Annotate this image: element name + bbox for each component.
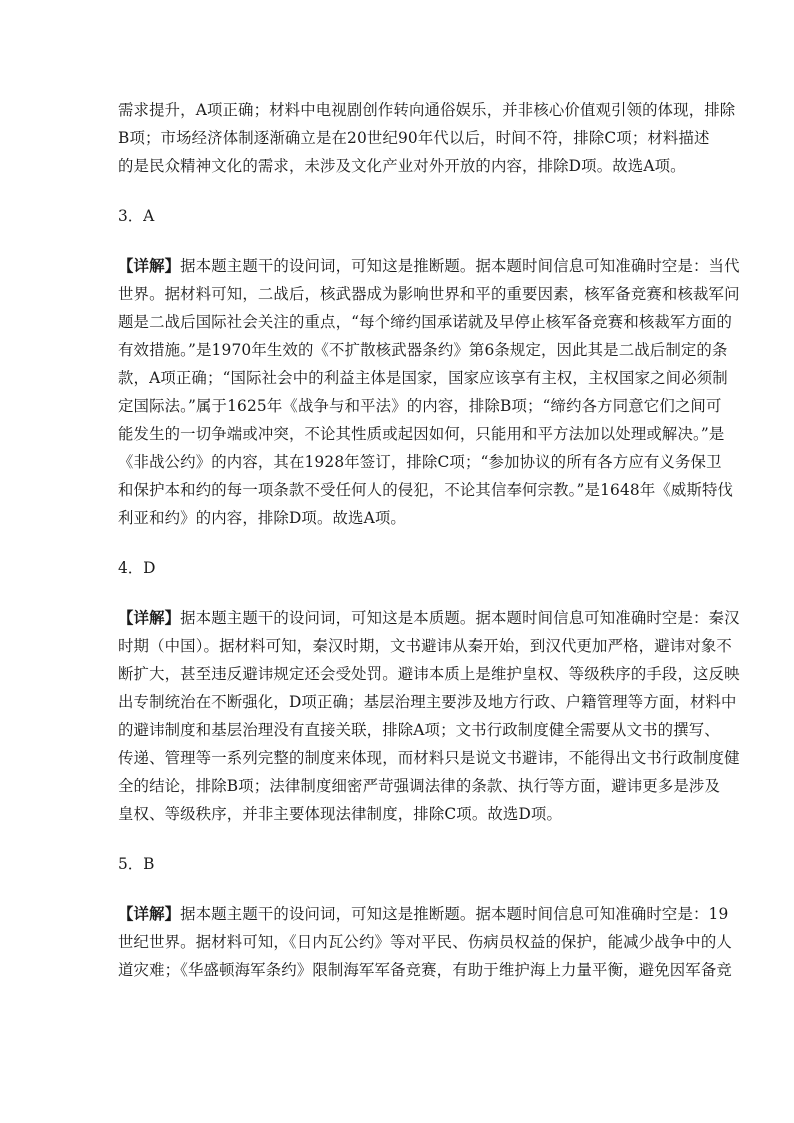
question-answer-number: 3．A: [118, 207, 155, 225]
continued-paragraph: [118, 96, 736, 180]
paragraph-first-line: [118, 900, 729, 928]
paragraph-line: 有效措施。”是1970年生效的《不扩散核武器条约》第6条规定，因此其是二战后制定的条: [118, 341, 728, 359]
question-answer-number: 5．B: [118, 855, 155, 873]
paragraph-line: 《非战公约》的内容，其在1928年签订，排除C项；“参加协议的所有各方应有义务保卫: [118, 453, 722, 471]
paragraph-line: 的避讳制度和基层治理没有直接关联，排除A项；文书行政制度健全需要从文书的撰写、: [118, 721, 720, 739]
paragraph-gap: [118, 828, 678, 850]
paragraph-line-text: 据本题主题干的设问词，可知这是推断题。据本题时间信息可知准确时空是：19: [180, 905, 729, 923]
paragraph-line: 断扩大，甚至违反避讳规定还会受处罚。避讳本质上是维护皇权、等级秩序的手段，这反映: [118, 665, 740, 683]
explanation-paragraph: [118, 252, 740, 532]
paragraph-gap: [118, 180, 678, 202]
paragraph-line: 需求提升，A项正确；材料中电视剧创作转向通俗娱乐，并非核心价值观引领的体现，排除: [118, 101, 736, 119]
paragraph-gap: [118, 532, 678, 554]
explanation-paragraph: [118, 604, 740, 828]
paragraph-gap: [118, 878, 678, 900]
paragraph-line: 和保护本和约的每一项条款不受任何人的侵犯，不论其信奉何宗教。”是1648年《威斯特伐: [118, 481, 734, 499]
paragraph-line: 利亚和约》的内容，排除D项。故选A项。: [118, 509, 406, 527]
explanation-paragraph: [118, 900, 732, 984]
paragraph-line: 能发生的一切争端或冲突，不论其性质或起因如何，只能用和平方法加以处理或解决。”是: [118, 425, 725, 443]
paragraph-line: 题是二战后国际社会关注的重点，“每个缔约国承诺就及早停止核军备竞赛和核裁军方面的: [118, 313, 733, 331]
paragraph-gap: [118, 230, 678, 252]
paragraph-first-line: [118, 252, 740, 280]
paragraph-line: 时期（中国）。据材料可知，秦汉时期，文书避讳从秦开始，到汉代更加严格，避讳对象不: [118, 637, 732, 655]
detail-tag: 【详解】: [118, 257, 181, 275]
paragraph-line: 皇权、等级秩序，并非主要体现法律制度，排除C项。故选D项。: [118, 805, 563, 823]
paragraph-line-text: 据本题主题干的设问词，可知这是推断题。据本题时间信息可知准确时空是：当代: [180, 257, 740, 275]
paragraph-line-text: 据本题主题干的设问词，可知这是本质题。据本题时间信息可知准确时空是：秦汉: [180, 609, 740, 627]
paragraph-line: 全的结论，排除B项；法律制度细密严苛强调法律的条款、执行等方面，避讳更多是涉及: [118, 777, 721, 795]
paragraph-line: 的是民众精神文化的需求，未涉及文化产业对外开放的内容，排除D项。故选A项。: [118, 157, 686, 175]
answer-explanations: [118, 96, 740, 984]
detail-tag: 【详解】: [118, 609, 181, 627]
paragraph-line: 传递、管理等一系列完整的制度来体现，而材料只是说文书避讳，不能得出文书行政制度健: [118, 749, 740, 767]
paragraph-line: 出专制统治在不断强化，D项正确；基层治理主要涉及地方行政、户籍管理等方面，材料中: [118, 693, 737, 711]
detail-tag: 【详解】: [118, 905, 181, 923]
paragraph-line: 道灾难；《华盛顿海军条约》限制海军军备竞赛，有助于维护海上力量平衡，避免因军备竞: [118, 961, 732, 979]
question-answer-number: 4．D: [118, 559, 156, 577]
paragraph-gap: [118, 582, 678, 604]
paragraph-line: 款，A项正确；“国际社会中的利益主体是国家，国家应该享有主权，主权国家之间必须制: [118, 369, 728, 387]
paragraph-line: 世纪世界。据材料可知，《日内瓦公约》等对平民、伤病员权益的保护，能减少战争中的人: [118, 933, 732, 951]
paragraph-first-line: [118, 604, 740, 632]
paragraph-line: B项；市场经济体制逐渐确立是在20世纪90年代以后，时间不符，排除C项；材料描述: [118, 129, 710, 147]
paragraph-line: 定国际法。”属于1625年《战争与和平法》的内容，排除B项；“缔约各方同意它们之间可: [118, 397, 722, 415]
paragraph-line: 世界。据材料可知，二战后，核武器成为影响世界和平的重要因素，核军备竞赛和核裁军问: [118, 285, 740, 303]
